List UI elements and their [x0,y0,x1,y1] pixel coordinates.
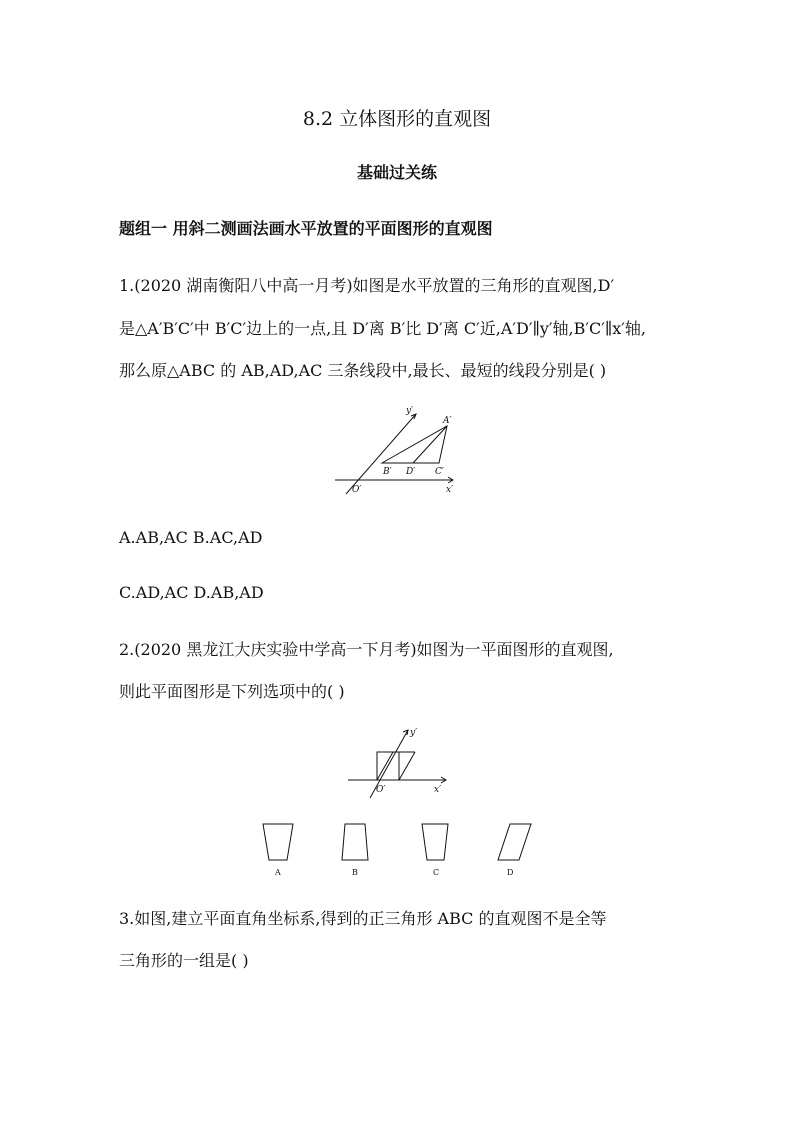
q1-label-o: O′ [352,485,362,495]
q2-label-o: O′ [376,785,386,795]
q2-options-figures [255,818,545,880]
q2-figure [340,722,450,802]
q1-median-ad [413,426,447,463]
q3-line-2: 三角形的一组是( ) [119,951,249,970]
q1-line-2: 是△A′B′C′中 B′C′边上的一点,且 D′离 B′比 D′离 C′近,A′D′∥y′轴,B′C′∥x′轴, [119,319,647,338]
q1-label-x: x′ [446,485,454,495]
q1-y-axis [346,414,416,494]
q1-options-row-2: C.AD,AC D.AB,AD [119,583,264,602]
q1-label-c: C′ [435,467,444,477]
q2-option-a-label: A [275,868,281,877]
q2-line-1: 2.(2020 黑龙江大庆实验中学高一下月考)如图为一平面图形的直观图, [119,640,614,659]
q2-option-d-shape [498,824,531,860]
q2-line-2: 则此平面图形是下列选项中的( ) [119,682,345,701]
q1-line-3: 那么原△ABC 的 AB,AD,AC 三条线段中,最长、最短的线段分别是( ) [119,361,607,380]
q3-line-1: 3.如图,建立平面直角坐标系,得到的正三角形 ABC 的直观图不是全等 [119,909,607,928]
q1-label-b: B′ [383,467,392,477]
q1-label-a: A′ [443,416,452,426]
section-subtitle: 基础过关练 [356,163,437,182]
q1-figure [330,400,470,500]
group-title: 题组一 用斜二测画法画水平放置的平面图形的直观图 [119,219,493,238]
q2-option-c-label: C [433,868,440,877]
q1-triangle [382,426,447,463]
q1-line-1: 1.(2020 湖南衡阳八中高一月考)如图是水平放置的三角形的直观图,D′ [119,276,615,295]
q1-options-row-1: A.AB,AC B.AC,AD [119,528,263,547]
q2-option-a-shape [263,824,293,860]
q2-option-c-shape [422,824,448,860]
q2-slant-left [377,752,393,780]
q2-option-b-label: B [352,868,358,877]
q2-option-d-label: D [507,868,514,877]
q2-label-x: x′ [434,785,442,795]
q2-slant-right [399,752,415,780]
page-title: 8.2 立体图形的直观图 [302,108,492,130]
q2-label-y: y′ [410,728,418,738]
q2-option-b-shape [342,824,368,860]
q1-label-y: y′ [406,406,414,416]
q1-label-d: D′ [406,467,416,477]
